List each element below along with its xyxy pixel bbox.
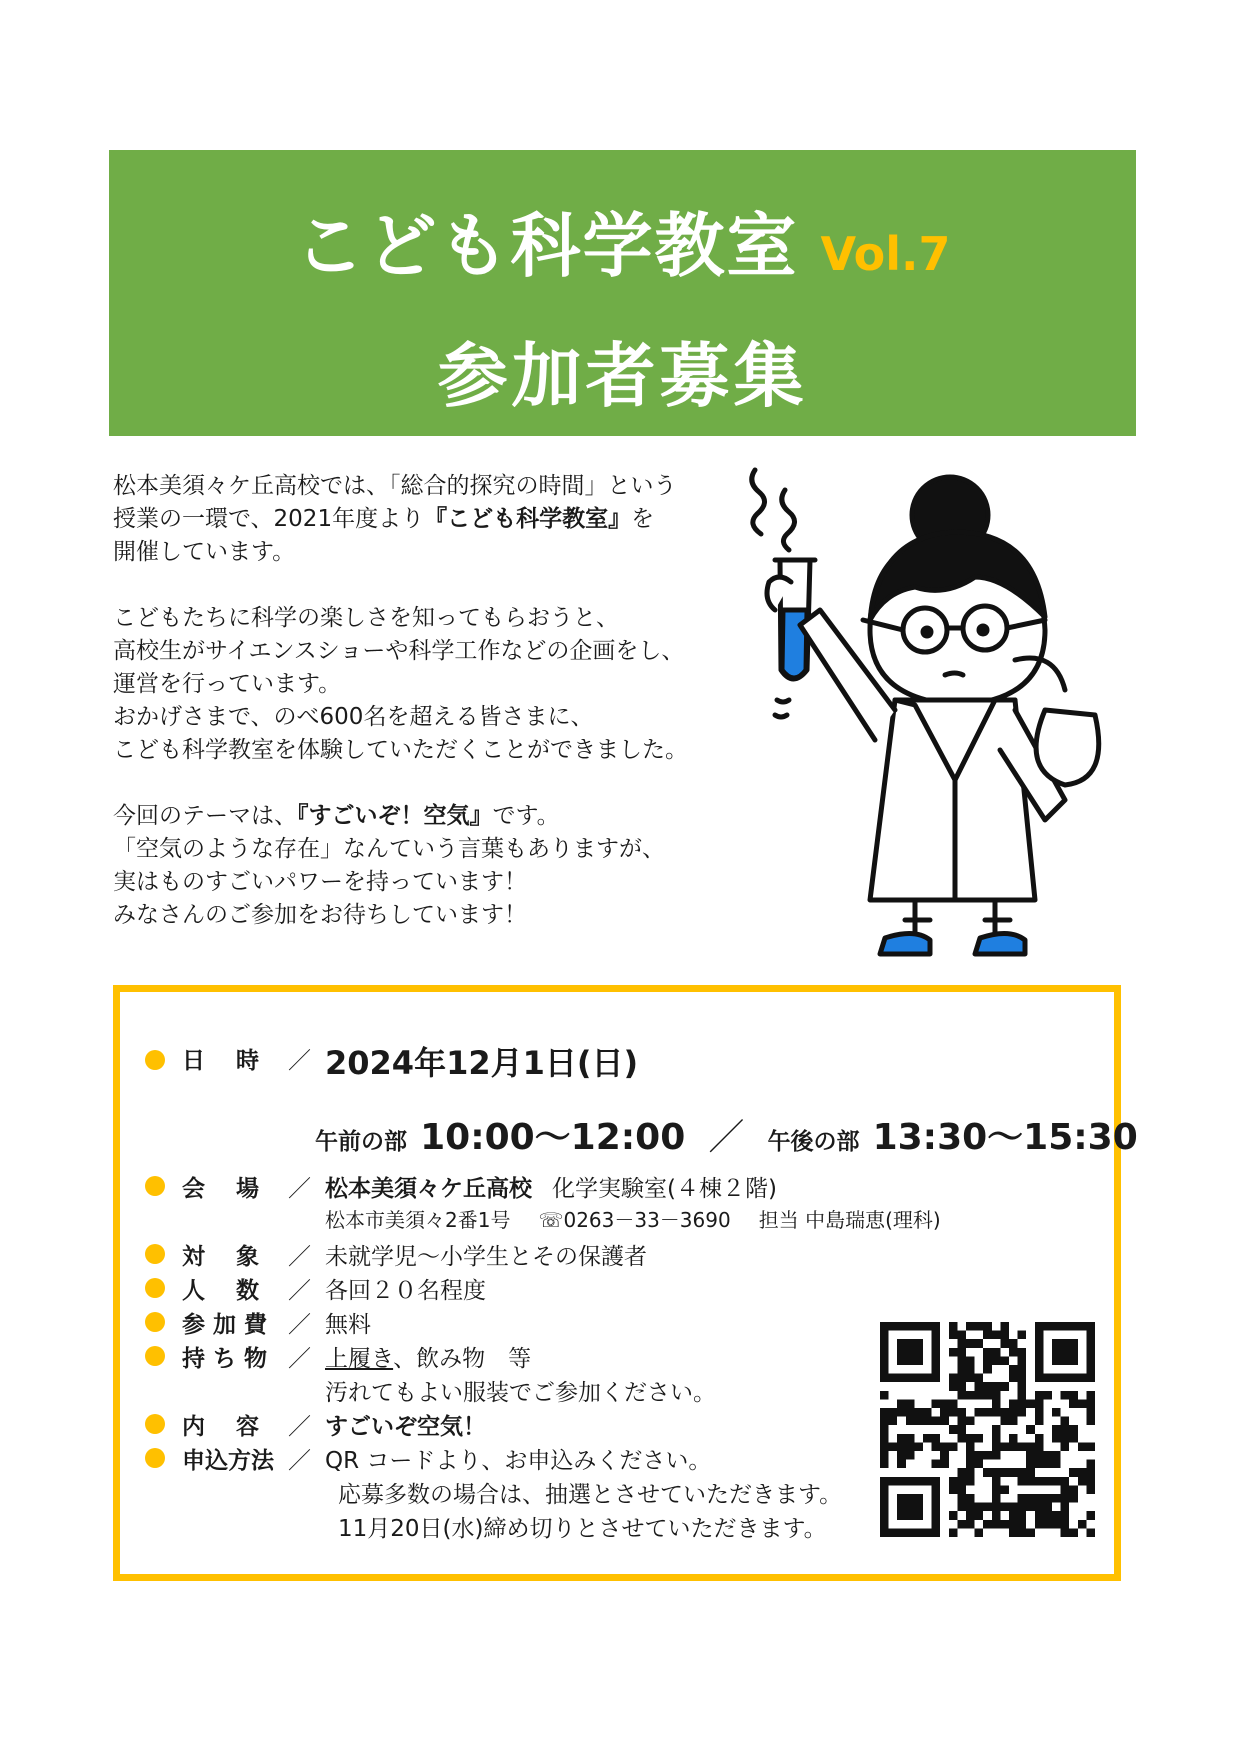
- items-label: 持 ち 物: [182, 1346, 268, 1372]
- yellow-dot-icon: [145, 1414, 165, 1434]
- capacity-label: 人 数: [182, 1278, 260, 1304]
- yellow-dot-icon: [145, 1244, 165, 1264]
- title-line: [109, 190, 1136, 291]
- intro-line: みなさんのご参加をお待ちしています！: [113, 902, 527, 928]
- apply-line: 11月20日(水)締め切りとさせていただきます。: [338, 1516, 827, 1542]
- separator: ／: [288, 1312, 311, 1338]
- items-note: 汚れてもよい服装でご参加ください。: [325, 1380, 716, 1406]
- fee-value: 無料: [325, 1312, 371, 1338]
- date-label: 日 時: [182, 1048, 260, 1074]
- intro-text: [113, 470, 753, 932]
- separator: ／: [288, 1346, 311, 1372]
- intro-line: こども科学教室を体験していただくことができました。: [113, 737, 688, 763]
- intro-line: 運営を行っています。: [113, 671, 342, 697]
- fee-label: 参 加 費: [182, 1312, 268, 1338]
- venue-address: 松本市美須々2番1号: [325, 1208, 511, 1232]
- intro-line: おかげさまで、のべ600名を超える皆さまに、: [113, 704, 594, 730]
- separator: ／: [288, 1414, 311, 1440]
- yellow-dot-icon: [145, 1346, 165, 1366]
- event-info-box: [113, 985, 1138, 1581]
- qr-code-icon[interactable]: [880, 1322, 1095, 1537]
- venue-tel: ☏0263－33－3690: [538, 1208, 731, 1232]
- pm-time: 13:30～15:30: [872, 1117, 1138, 1158]
- yellow-dot-icon: [145, 1050, 165, 1070]
- intro-line: 授業の一環で、2021年度より『こども科学教室』を: [113, 506, 655, 532]
- venue-contact: 担当 中島瑞恵(理科): [758, 1208, 941, 1232]
- venue-room: 化学実験室(４棟２階): [552, 1176, 777, 1202]
- separator: ／: [288, 1244, 311, 1270]
- intro-line: 実はものすごいパワーを持っています！: [113, 869, 527, 895]
- am-time: 10:00～12:00: [420, 1117, 686, 1158]
- intro-line: こどもたちに科学の楽しさを知ってもらおうと、: [113, 605, 619, 631]
- separator: ／: [288, 1176, 311, 1202]
- time-separator: ／: [708, 1117, 745, 1158]
- page-title: こども科学教室: [294, 205, 799, 287]
- venue-name: 松本美須々ケ丘高校: [325, 1176, 532, 1202]
- content-value: すごいぞ空気！: [325, 1414, 486, 1440]
- intro-line: 今回のテーマは、『すごいぞ！空気』です。: [113, 803, 560, 829]
- venue-label: 会 場: [182, 1176, 260, 1202]
- yellow-dot-icon: [145, 1176, 165, 1196]
- separator: ／: [288, 1048, 311, 1074]
- intro-line: 「空気のような存在」なんていう言葉もありますが、: [113, 836, 665, 862]
- volume-label: Vol.7: [820, 227, 951, 281]
- separator: ／: [288, 1448, 311, 1474]
- items-underlined: 上履き: [325, 1346, 394, 1372]
- yellow-dot-icon: [145, 1448, 165, 1468]
- yellow-dot-icon: [145, 1312, 165, 1332]
- apply-line: 応募多数の場合は、抽選とさせていただきます。: [338, 1482, 843, 1508]
- date-value: 2024年12月1日(日): [325, 1044, 639, 1082]
- header-banner: [109, 150, 1136, 436]
- target-value: 未就学児～小学生とその保護者: [325, 1244, 647, 1270]
- capacity-value: 各回２０名程度: [325, 1278, 486, 1304]
- content-label: 内 容: [182, 1414, 260, 1440]
- pm-label: 午後の部: [767, 1129, 860, 1155]
- scientist-girl-illustration: [745, 460, 1105, 980]
- separator: ／: [288, 1278, 311, 1304]
- apply-line: QR コードより、お申込みください。: [325, 1448, 712, 1474]
- target-label: 対 象: [182, 1244, 260, 1270]
- time-row: [315, 1109, 1138, 1160]
- intro-line: 開催しています。: [113, 539, 296, 565]
- items-rest: 、飲み物 等: [393, 1346, 532, 1372]
- page-subtitle: 参加者募集: [437, 335, 808, 417]
- apply-label: 申込方法: [182, 1448, 274, 1474]
- yellow-dot-icon: [145, 1278, 165, 1298]
- intro-line: 松本美須々ケ丘高校では、「総合的探究の時間」という: [113, 473, 677, 499]
- intro-line: 高校生がサイエンスショーや科学工作などの企画をし、: [113, 638, 685, 664]
- am-label: 午前の部: [315, 1129, 407, 1155]
